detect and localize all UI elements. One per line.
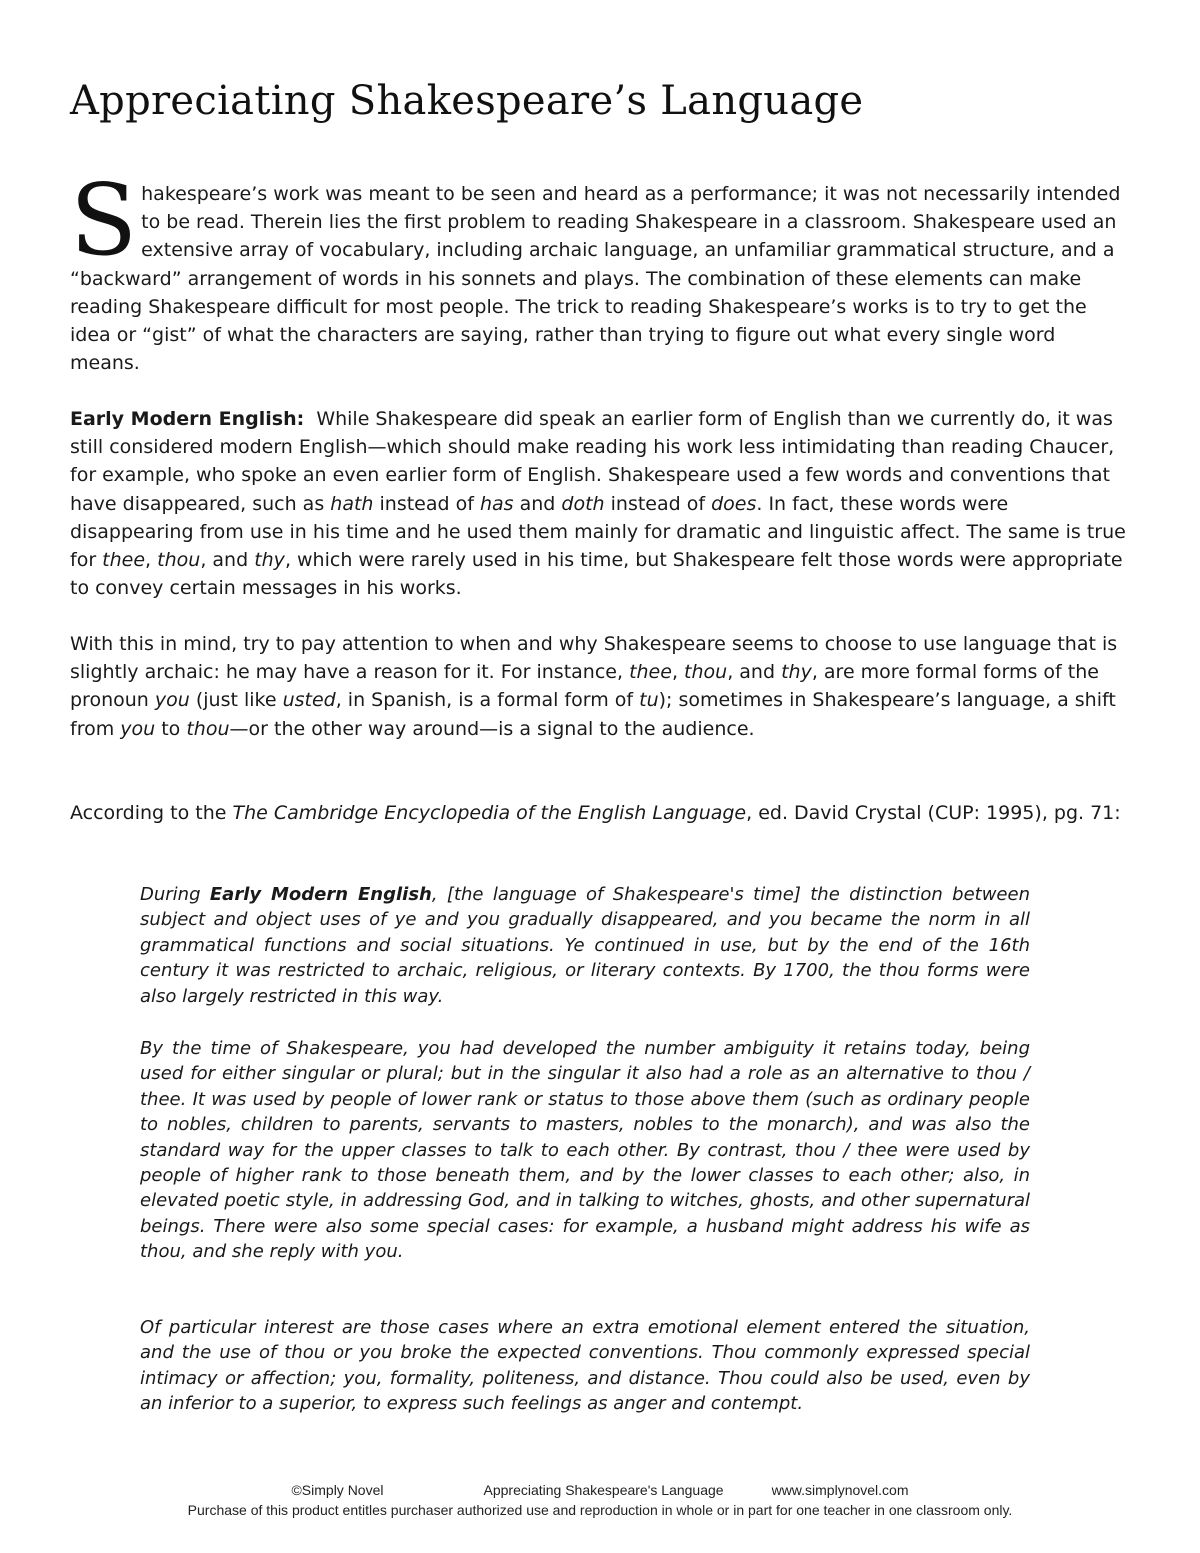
pronoun-paragraph: With this in mind, try to pay attention to when and why Shakespeare seems to choose to use language that is slightly archaic: he may have a reason for it. For instance, thee, thou, and thy, are more formal forms of the pronoun you (just like usted, in Spanish, is a formal form of tu); sometimes in Shakespeare’s language, a shift from you to thou—or the other way around—is a signal to the audience. <box>70 633 1118 740</box>
early-modern-english-paragraph: Early Modern English: While Shakespeare did speak an earlier form of English than we currently do, it was still considered modern English—which should make reading his work less intimidating than reading Chaucer, for example, who spoke an even earlier form of English. Shakespeare used a few words and conventions that have disappeared, such as hath instead of has and doth instead of does. In fact, these words were disappearing from use in his time and he used them mainly for dramatic and linguistic affect. The same is true for thee, thou, and thy, which were rarely used in his time, but Shakespeare felt those words were appropriate to convey certain messages in his works. <box>70 408 1126 600</box>
section-heading: Early Modern English: <box>70 408 305 430</box>
citation-paragraph: According to the The Cambridge Encyclopedia of the English Language, ed. David Crystal (CUP: 1995), pg. 71: <box>70 802 1121 824</box>
footer-line <box>0 1482 1200 1498</box>
drop-cap: S <box>70 164 138 278</box>
block-quote-3: Of particular interest are those cases where an extra emotional element entered the situation, and the use of thou or you broke the expected conventions. Thou commonly expressed special intimacy or affection; you, formality, politeness, and distance. Thou could also be used, even by an inferior to a superior, to express such feelings as anger and contempt. <box>140 1317 1030 1415</box>
intro-paragraph <box>70 164 1130 377</box>
footer-license: Purchase of this product entitles purchaser authorized use and reproduction in whole or in part for one teacher in one classroom only. <box>187 1502 1013 1518</box>
book-title: The Cambridge Encyclopedia of the English Language <box>232 802 747 824</box>
page-title: Appreciating Shakespeare’s Language <box>70 78 864 124</box>
block-quote-1: During Early Modern English, [the language of Shakespeare's time] the distinction between subject and object uses of ye and you gradually disappeared, and you became the norm in all grammatical functions and social situations. Ye continued in use, but by the end of the 16th century it was restricted to archaic, religious, or literary contexts. By 1700, the thou forms were also largely restricted in this way. <box>140 884 1030 1007</box>
footer-url[interactable]: www.simplynovel.com <box>771 1482 909 1498</box>
footer-copyright: ©Simply Novel <box>291 1482 384 1498</box>
footer-doc-title: Appreciating Shakespeare's Language <box>483 1482 724 1498</box>
block-quote-2: By the time of Shakespeare, you had developed the number ambiguity it retains today, being used for either singular or plural; but in the singular it also had a role as an alternative to thou / thee. It was used by people of lower rank or status to those above them (such as ordinary people to nobles, children to parents, servants to masters, nobles to the monarch), and was also the standard way for the upper classes to talk to each other. By contrast, thou / thee were used by people of higher rank to those beneath them, and by the lower classes to each other; also, in elevated poetic style, in addressing God, and in talking to witches, ghosts, and other supernatural beings. There were also some special cases: for example, a husband might address his wife as thou, and she reply with you. <box>140 1038 1030 1263</box>
intro-text: hakespeare’s work was meant to be seen and heard as a performance; it was not necessarily intended to be read. Therein lies the first problem to reading Shakespeare in a classroom. Shakespeare used an extensive array of vocabulary, including archaic language, an unfamiliar grammatical structure, and a “backward” arrangement of words in his sonnets and plays. The combination of these elements can make reading Shakespeare difficult for most people. The trick to reading Shakespeare’s works is to try to get the idea or “gist” of what the characters are saying, rather than trying to figure out what every single word means. <box>70 183 1121 375</box>
